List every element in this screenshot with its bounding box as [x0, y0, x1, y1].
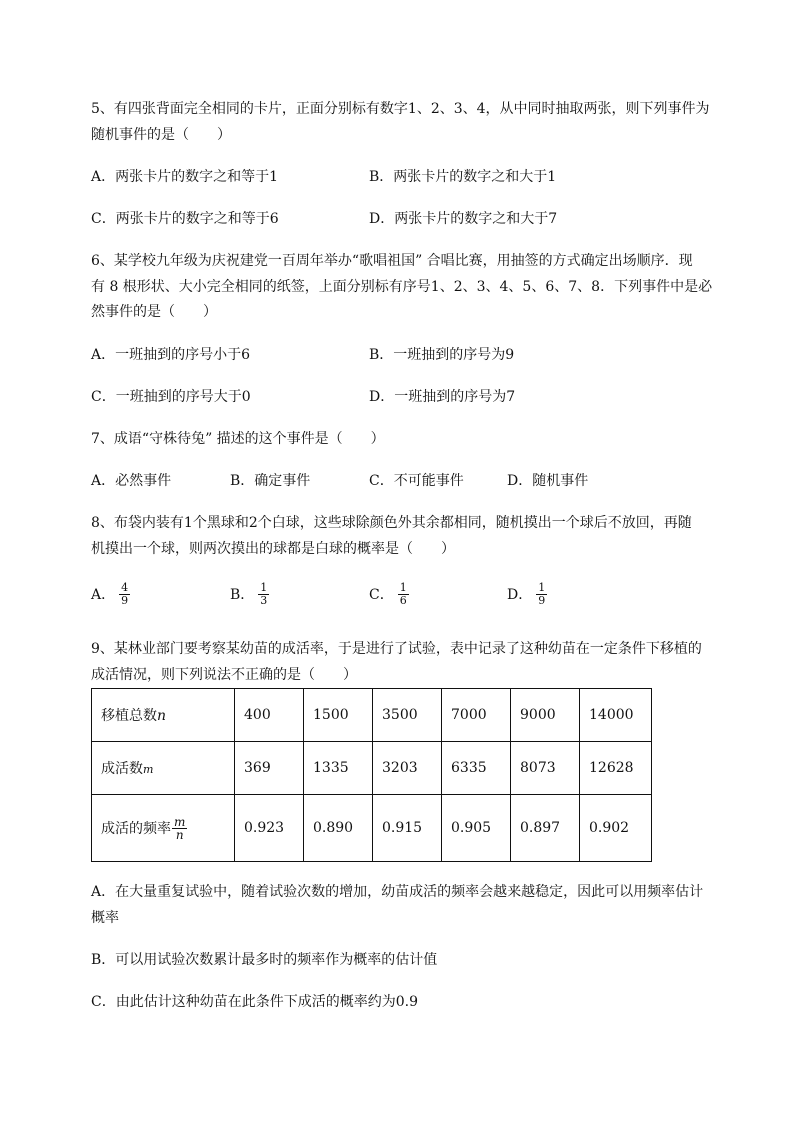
q6-option-b: B．一班抽到的序号为9: [369, 347, 515, 363]
table-cell: 0.890: [304, 795, 373, 862]
q8-option-c-denominator: 6: [399, 594, 407, 607]
q6-stem-line2: 有 8 根形状、大小完全相同的纸签，上面分别标有序号1、2、3、4、5、6、7、8．下列事件中是必: [91, 279, 713, 295]
q5-option-a: A．两张卡片的数字之和等于1: [91, 169, 279, 185]
q9-option-a-line1: A．在大量重复试验中，随着试验次数的增加，幼苗成活的频率会越来越稳定，因此可以用频率估计: [91, 884, 704, 900]
q6-stem-line3: 然事件的是（ ）: [91, 304, 217, 320]
table-cell: 3203: [373, 742, 442, 795]
q9-option-c: C．由此估计这种幼苗在此条件下成活的概率约为0.9: [91, 994, 418, 1010]
q6-option-a: A．一班抽到的序号小于6: [91, 347, 251, 363]
q7-option-c: C．不可能事件: [369, 473, 464, 489]
q8-option-a-denominator: 9: [121, 594, 129, 607]
table-cell: 6335: [442, 742, 511, 795]
q8-option-c-fraction: [398, 582, 409, 607]
q8-option-c-label: C．: [369, 586, 394, 603]
q6-stem-line1: 6、某学校九年级为庆祝建党一百周年举办“歌唱祖国” 合唱比赛，用抽签的方式确定出场顺序．现: [91, 253, 693, 269]
q8-option-d: [507, 582, 547, 607]
q9-stem-line1: 9、某林业部门要考察某幼苗的成活率，于是进行了试验，表中记录了这种幼苗在一定条件下移植的: [91, 641, 702, 657]
q8-option-b: [230, 582, 269, 607]
table-cell: 0.902: [580, 795, 652, 862]
q8-option-b-fraction: [258, 582, 269, 607]
row3-fraction: [172, 816, 187, 841]
q7-option-a: A．必然事件: [91, 473, 172, 489]
q9-data-table: [91, 688, 652, 862]
table-cell: 1500: [304, 689, 373, 742]
q8-option-b-numerator: 1: [260, 581, 268, 594]
table-row: [92, 795, 652, 862]
table-cell: 14000: [580, 689, 652, 742]
q5-stem-line1: 5、有四张背面完全相同的卡片，正面分别标有数字1、2、3、4，从中同时抽取两张，则下列事件为: [91, 101, 710, 117]
table-row: [92, 742, 652, 795]
row3-denominator: n: [172, 828, 187, 841]
table-row-header: [92, 689, 235, 742]
row3-numerator: m: [174, 814, 186, 829]
row2-variable: m: [143, 763, 154, 776]
table-row-header: [92, 795, 235, 862]
q5-option-b: B．两张卡片的数字之和大于1: [369, 169, 557, 185]
row1-variable: n: [157, 708, 167, 724]
q8-option-a-fraction: [119, 582, 130, 607]
q6-option-d: D．一班抽到的序号为7: [369, 389, 516, 405]
table-cell: 0.915: [373, 795, 442, 862]
table-cell: 9000: [511, 689, 580, 742]
table-cell: 0.905: [442, 795, 511, 862]
q5-stem-line2: 随机事件的是（ ）: [91, 127, 231, 143]
q8-option-b-denominator: 3: [260, 594, 268, 607]
q9-option-a-line2: 概率: [91, 910, 119, 926]
q8-stem-line1: 8、布袋内装有1个黑球和2个白球，这些球除颜色外其余都相同，随机摸出一个球后不放回，再随: [91, 515, 692, 531]
q8-option-a-numerator: 4: [121, 581, 129, 594]
row3-label: 成活的频率: [101, 821, 171, 837]
q5-option-c: C．两张卡片的数字之和等于6: [91, 211, 279, 227]
table-cell: 1335: [304, 742, 373, 795]
q8-option-d-label: D．: [507, 586, 533, 603]
q8-option-a-label: A．: [91, 586, 116, 603]
table-cell: 369: [235, 742, 304, 795]
row1-label: 移植总数: [101, 708, 157, 724]
table-cell: 8073: [511, 742, 580, 795]
q8-option-b-label: B．: [230, 586, 255, 603]
q7-option-b: B．确定事件: [230, 473, 311, 489]
q6-option-c: C．一班抽到的序号大于0: [91, 389, 251, 405]
q8-option-d-denominator: 9: [538, 594, 546, 607]
table-row-header: [92, 742, 235, 795]
row2-label: 成活数: [101, 761, 143, 777]
table-cell: 3500: [373, 689, 442, 742]
table-row: [92, 689, 652, 742]
q7-stem: 7、成语“守株待兔” 描述的这个事件是（ ）: [91, 431, 385, 447]
q8-option-d-fraction: [536, 582, 547, 607]
table-cell: 0.923: [235, 795, 304, 862]
q9-option-b: B．可以用试验次数累计最多时的频率作为概率的估计值: [91, 952, 438, 968]
q8-option-a: [91, 582, 130, 607]
q8-option-c-numerator: 1: [399, 581, 407, 594]
q7-option-d: D．随机事件: [507, 473, 589, 489]
table-cell: 7000: [442, 689, 511, 742]
q8-option-d-numerator: 1: [538, 581, 546, 594]
table-cell: 400: [235, 689, 304, 742]
q8-option-c: [369, 582, 409, 607]
q5-option-d: D．两张卡片的数字之和大于7: [369, 211, 558, 227]
table-cell: 0.897: [511, 795, 580, 862]
table-cell: 12628: [580, 742, 652, 795]
q9-stem-line2: 成活情况，则下列说法不正确的是（ ）: [91, 667, 357, 683]
q8-stem-line2: 机摸出一个球，则两次摸出的球都是白球的概率是（ ）: [91, 541, 455, 557]
